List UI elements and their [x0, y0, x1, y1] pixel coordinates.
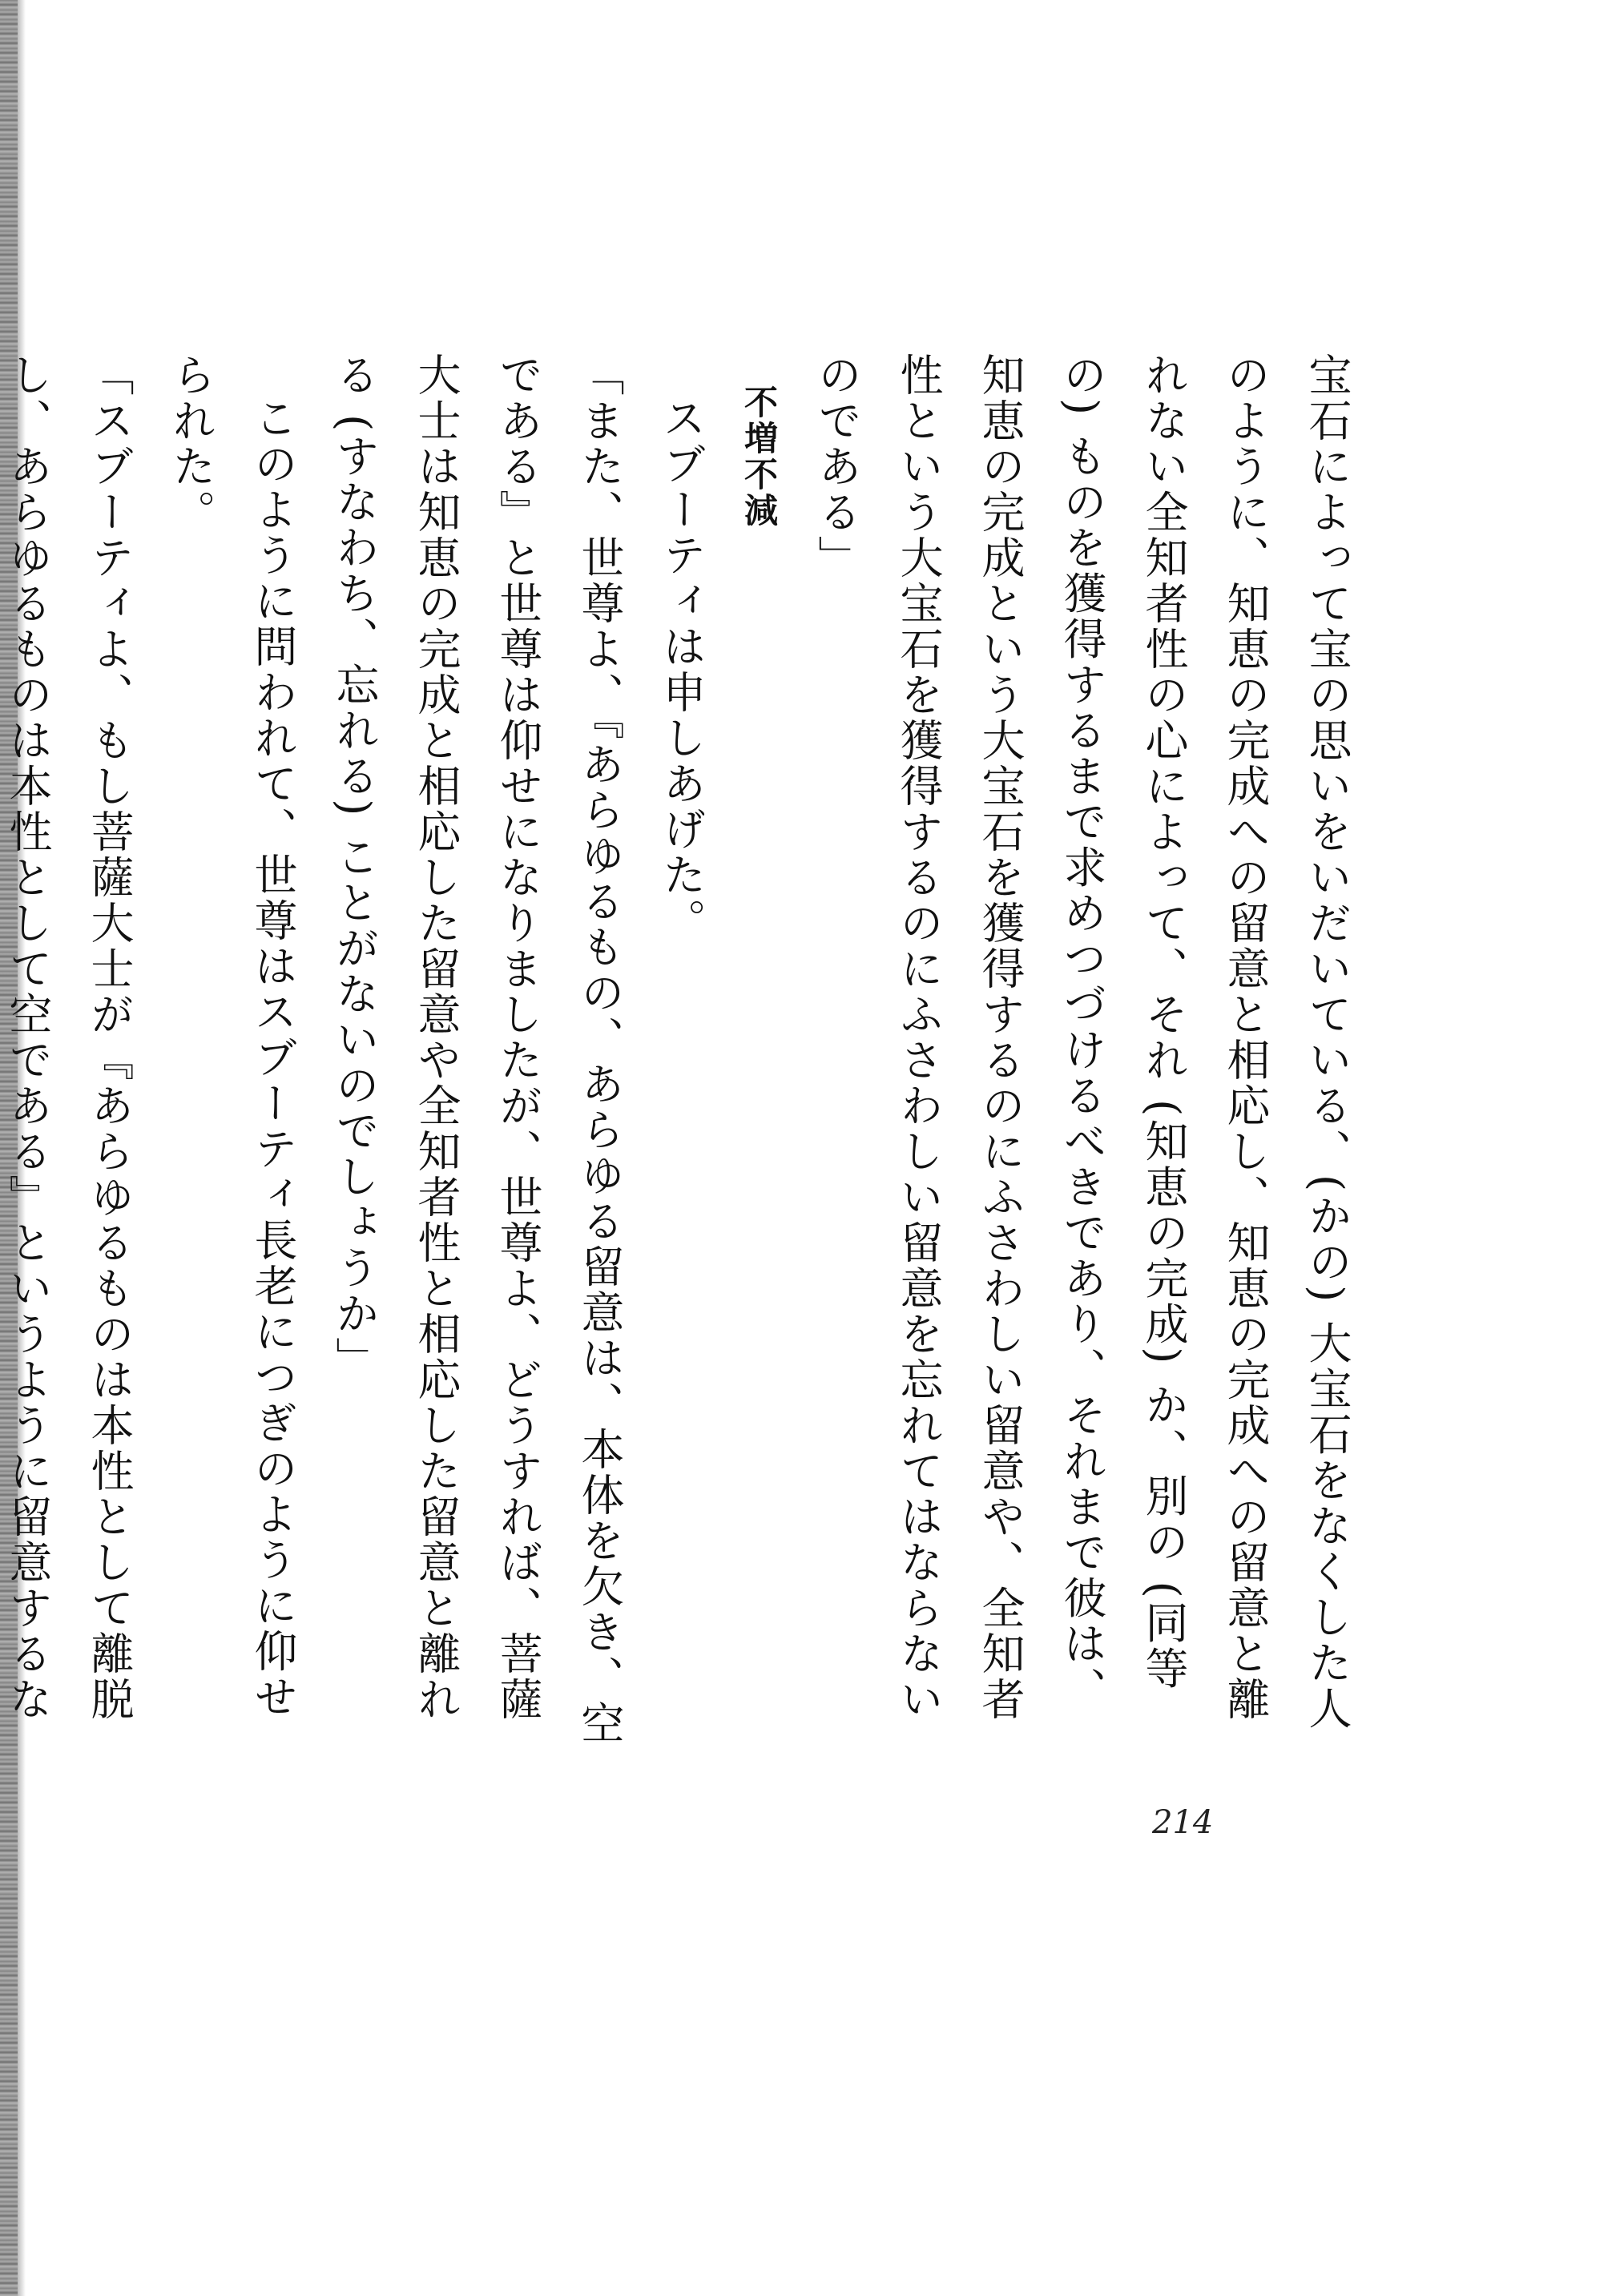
paragraph-subhuti-said: スブーティは申しあげた。 [656, 396, 707, 944]
paragraph-jewel-simile: 宝石によって宝の思いをいだいている、(かの) 大宝石をなくした人のように、知恵の完成への留意と相応し、知恵の完成への留意と離れない全知者性の心によって、それ (知恵の完成) か、別の (同等の) ものを獲得するまで求めつづけるべきであり、それまで彼は、知恵の完成という大宝石を獲得するのにふさわしい留意や、全知者性という大宝石を獲得するのにふさわしい留意を忘れてはならないのである」 [812, 352, 1352, 1732]
page-number: 214 [1152, 1804, 1214, 1841]
paragraph-buddha-answer: 「スブーティよ、もし菩薩大士が『あらゆるものは本性として離脱し、あらゆるものは本性として空である』というように留意するな [2, 352, 135, 1722]
paragraph-narration: このように問われて、世尊はスブーティ長老につぎのように仰せられた。 [166, 352, 298, 1720]
paragraph-subhuti-question: 「また、世尊よ、『あらゆるもの、あらゆる留意は、本体を欠き、空である』と世尊は仰せになりましたが、世尊よ、どうすれば、菩薩大士は知恵の完成と相応した留意や全知者性と相応した留意と離れる (すなわち、忘れる) ことがないのでしょうか」 [329, 352, 625, 1746]
vertical-text-block [0, 352, 1368, 1746]
section-heading: 不増不減 [739, 385, 779, 529]
